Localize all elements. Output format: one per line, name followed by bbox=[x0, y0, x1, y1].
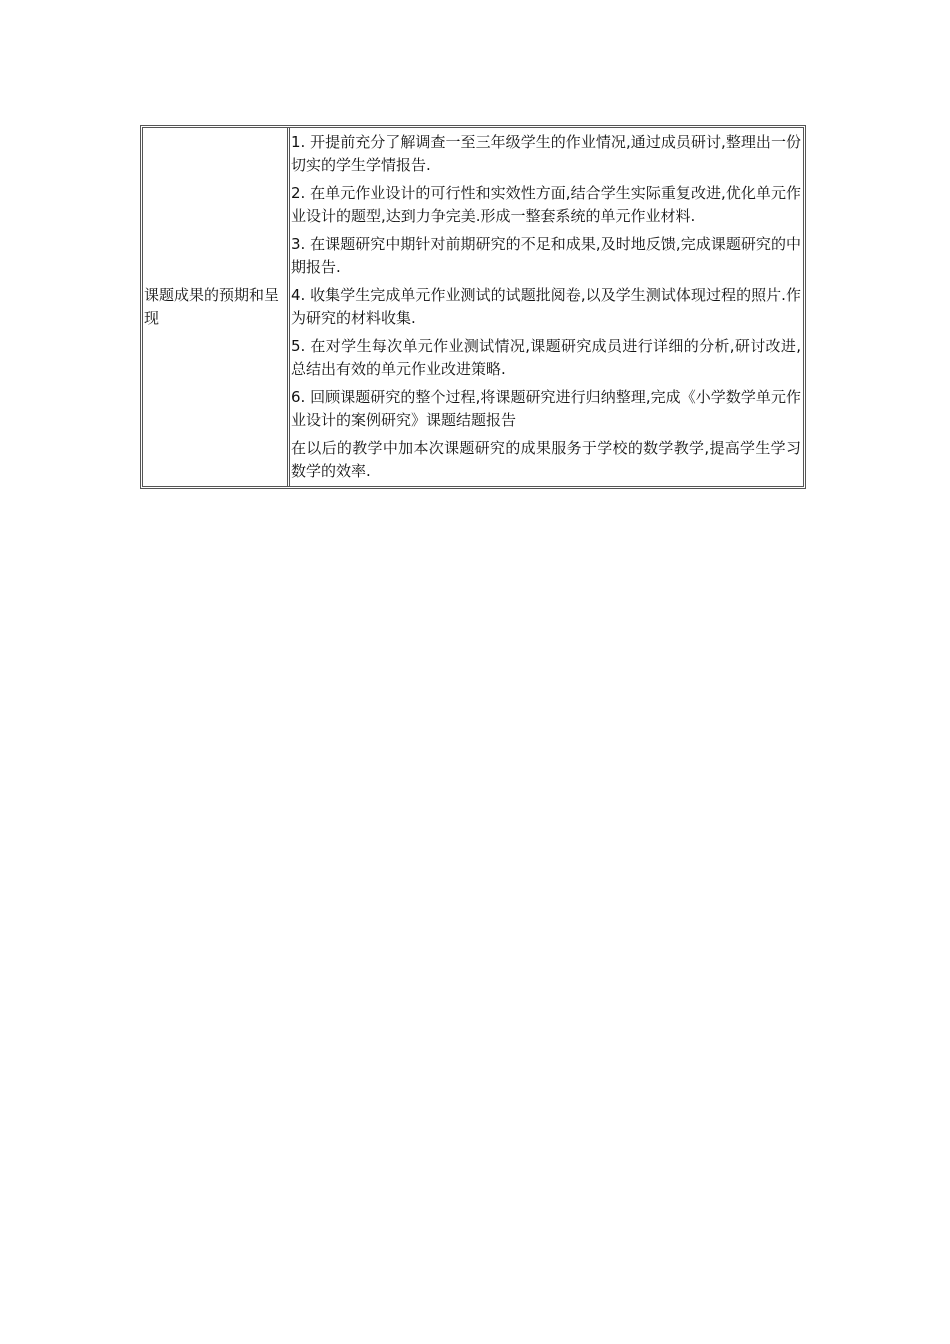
list-item: 在以后的教学中加本次课题研究的成果服务于学校的数学教学,提高学生学习数学的效率. bbox=[291, 439, 801, 480]
table-row bbox=[143, 128, 803, 486]
content-cell bbox=[290, 128, 803, 486]
row-label-cell bbox=[143, 128, 290, 486]
list-item: 2. 在单元作业设计的可行性和实效性方面,结合学生实际重复改进,优化单元作业设计的题型,达到力争完美.形成一整套系统的单元作业材料. bbox=[291, 184, 801, 225]
results-table bbox=[140, 125, 806, 489]
list-item: 4. 收集学生完成单元作业测试的试题批阅卷,以及学生测试体现过程的照片.作为研究的材料收集. bbox=[291, 286, 801, 327]
list-item: 3. 在课题研究中期针对前期研究的不足和成果,及时地反馈,完成课题研究的中期报告. bbox=[291, 235, 801, 276]
list-item: 1. 开提前充分了解调查一至三年级学生的作业情况,通过成员研讨,整理出一份切实的学生学情报告. bbox=[291, 133, 801, 174]
row-label: 课题成果的预期和呈现 bbox=[144, 286, 280, 327]
list-item: 5. 在对学生每次单元作业测试情况,课题研究成员进行详细的分析,研讨改进,总结出有效的单元作业改进策略. bbox=[291, 337, 801, 378]
list-item: 6. 回顾课题研究的整个过程,将课题研究进行归纳整理,完成《小学数学单元作业设计的案例研究》课题结题报告 bbox=[291, 388, 801, 429]
